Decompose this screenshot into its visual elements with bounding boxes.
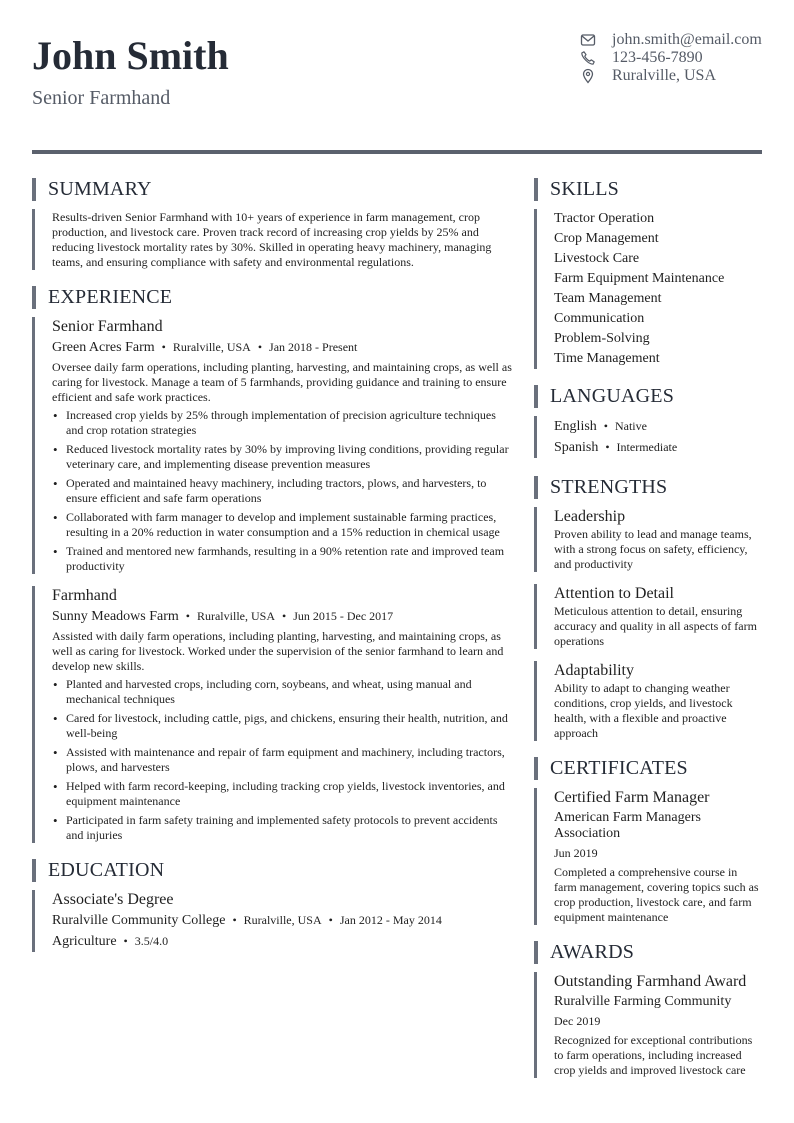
- strengths-heading: STRENGTHS: [534, 476, 762, 499]
- list-item: • Reduced livestock mortality rates by 30% by improving living conditions, providing regular veterinary care, and implementing disease prevention measures: [66, 442, 512, 472]
- strength-title: Attention to Detail: [554, 585, 674, 602]
- mail-icon: [580, 32, 596, 48]
- strength-text: Proven ability to lead and manage teams, with a strong focus on safety, efficiency, and productivity: [554, 527, 752, 571]
- languages-heading: LANGUAGES: [534, 385, 762, 408]
- list-item: • Planted and harvested crops, including corn, soybeans, and wheat, using manual and mechanical techniques: [66, 677, 512, 707]
- strength-item: [534, 661, 762, 741]
- language-name: Spanish: [554, 440, 599, 455]
- list-item: • Participated in farm safety training and implemented safety protocols to prevent accidents and injuries: [66, 813, 512, 843]
- education-entry: [32, 890, 512, 952]
- job-description: Oversee daily farm operations, including planting, harvesting, and maintaining crops, as well as caring for livestock. Manage a team of 5 farmhands, providing guidance and training to ensure efficient and safe work practices.: [52, 360, 512, 404]
- contact-email: [580, 31, 780, 49]
- email-text: john.smith@email.com: [612, 31, 762, 48]
- experience-entry: [32, 586, 512, 843]
- certificates-heading: CERTIFICATES: [534, 757, 762, 780]
- list-item: • Operated and maintained heavy machinery, including tractors, plows, and harvesters, to ensure efficient and safe farm operations: [66, 476, 512, 506]
- certificate-text: Completed a comprehensive course in farm management, covering topics such as crop production, livestock care, and farm equipment maintenance: [554, 865, 759, 924]
- job-achievements: [52, 408, 512, 574]
- skill-item: Farm Equipment Maintenance: [554, 271, 725, 286]
- summary-text: Results-driven Senior Farmhand with 10+ years of experience in farm management, crop production, and livestock care. Proven track record of increasing crop yields by 25% and reducing livestock mortality rates by 30%. Skilled in operating heavy machinery, managing teams, and ensuring compliance with safety and environmental regulations.: [52, 210, 492, 269]
- award-date: Dec 2019: [554, 1014, 601, 1028]
- degree-name: Associate's Degree: [52, 891, 174, 908]
- header-divider: [32, 150, 762, 154]
- languages-list: [534, 416, 762, 458]
- separator-dot: •: [605, 440, 610, 454]
- education-field-row: [52, 931, 512, 952]
- job-role: Farmhand: [52, 587, 117, 604]
- list-item: • Cared for livestock, including cattle, pigs, and chickens, ensuring their health, nutrition, and well-being: [66, 711, 512, 741]
- skill-item: Team Management: [554, 291, 662, 306]
- candidate-title: Senior Farmhand: [32, 87, 171, 109]
- job-company: Green Acres Farm: [52, 340, 155, 355]
- job-company: Sunny Meadows Farm: [52, 609, 179, 624]
- list-item: • Assisted with maintenance and repair of farm equipment and machinery, including tractors, plows, and harvesters: [66, 745, 512, 775]
- school-location: Ruralville, USA: [243, 913, 322, 927]
- skill-item: Problem-Solving: [554, 331, 650, 346]
- separator-dot: •: [281, 609, 287, 623]
- certificate-title: Certified Farm Manager: [554, 789, 710, 806]
- awards-heading: AWARDS: [534, 941, 762, 964]
- gpa: 3.5/4.0: [134, 934, 169, 948]
- separator-dot: •: [185, 609, 190, 623]
- certificate-item: [534, 788, 762, 925]
- skills-list: [534, 209, 762, 369]
- skill-item: Tractor Operation: [554, 211, 655, 226]
- strength-title: Leadership: [554, 508, 626, 525]
- separator-dot: •: [328, 913, 333, 927]
- job-description: Assisted with daily farm operations, including planting, harvesting, and maintaining crops, as well as caring for livestock. Worked under the supervision of the senior farmhand to learn and develop new skills.: [52, 629, 504, 673]
- strength-text: Ability to adapt to changing weather conditions, crop yields, and livestock health, with a flexible and proactive approach: [554, 681, 733, 740]
- location-text: Ruralville, USA: [612, 67, 716, 84]
- list-item: • Helped with farm record-keeping, including tracking crop yields, livestock inventories, and equipment maintenance: [66, 779, 512, 809]
- contact-info: [580, 31, 780, 85]
- separator-dot: •: [232, 913, 237, 927]
- contact-phone: [580, 49, 780, 67]
- job-role: Senior Farmhand: [52, 318, 163, 335]
- field-of-study: Agriculture: [52, 934, 117, 949]
- award-item: [534, 972, 762, 1078]
- strength-title: Adaptability: [554, 662, 634, 679]
- school-name: Ruralville Community College: [52, 913, 226, 928]
- skill-item: Time Management: [554, 351, 660, 366]
- certificate-date: Jun 2019: [554, 846, 598, 860]
- separator-dot: •: [161, 340, 166, 354]
- job-dates: Jan 2018 - Present: [269, 340, 358, 354]
- experience-entry: [32, 317, 512, 574]
- education-dates: Jan 2012 - May 2014: [339, 913, 442, 927]
- award-text: Recognized for exceptional contributions to farm operations, including increased crop yields and improved livestock care: [554, 1033, 753, 1077]
- job-achievements: [52, 677, 512, 843]
- list-item: • Collaborated with farm manager to develop and implement sustainable farming practices, resulting in a 20% reduction in water consumption and a 15% reduction in chemical usage: [66, 510, 512, 540]
- separator-dot: •: [603, 419, 608, 433]
- job-dates: Jun 2015 - Dec 2017: [293, 609, 394, 623]
- list-item: • Increased crop yields by 25% through implementation of precision agriculture techniques and crop rotation strategies: [66, 408, 512, 438]
- phone-icon: [580, 50, 596, 66]
- language-item: [554, 437, 762, 458]
- job-meta: [52, 606, 512, 627]
- job-location: Ruralville, USA: [196, 609, 275, 623]
- skill-item: Livestock Care: [554, 251, 640, 266]
- language-level: Native: [614, 419, 647, 433]
- language-item: [554, 416, 762, 437]
- right-column: [534, 178, 762, 1078]
- job-meta: [52, 337, 512, 358]
- skill-item: Communication: [554, 311, 645, 326]
- phone-text: 123-456-7890: [612, 49, 703, 66]
- left-column: [32, 178, 512, 952]
- strength-item: [534, 584, 762, 649]
- language-name: English: [554, 419, 597, 434]
- education-heading: EDUCATION: [32, 859, 512, 882]
- location-pin-icon: [580, 68, 596, 84]
- strength-text: Meticulous attention to detail, ensuring accuracy and quality in all aspects of farm operations: [554, 604, 757, 648]
- candidate-name: John Smith: [32, 33, 229, 78]
- summary-block: [32, 209, 512, 270]
- skills-heading: SKILLS: [534, 178, 762, 201]
- award-issuer: Ruralville Farming Community: [554, 994, 732, 1009]
- separator-dot: •: [123, 934, 128, 948]
- job-location: Ruralville, USA: [172, 340, 251, 354]
- list-item: • Trained and mentored new farmhands, resulting in a 90% retention rate and improved team productivity: [66, 544, 512, 574]
- skill-item: Crop Management: [554, 231, 659, 246]
- strength-item: [534, 507, 762, 572]
- education-meta: [52, 910, 512, 931]
- experience-heading: EXPERIENCE: [32, 286, 512, 309]
- language-level: Intermediate: [616, 440, 678, 454]
- separator-dot: •: [257, 340, 263, 354]
- contact-location: [580, 67, 780, 85]
- certificate-issuer: American Farm Managers Association: [554, 810, 701, 841]
- award-title: Outstanding Farmhand Award: [554, 973, 747, 990]
- summary-heading: SUMMARY: [32, 178, 512, 201]
